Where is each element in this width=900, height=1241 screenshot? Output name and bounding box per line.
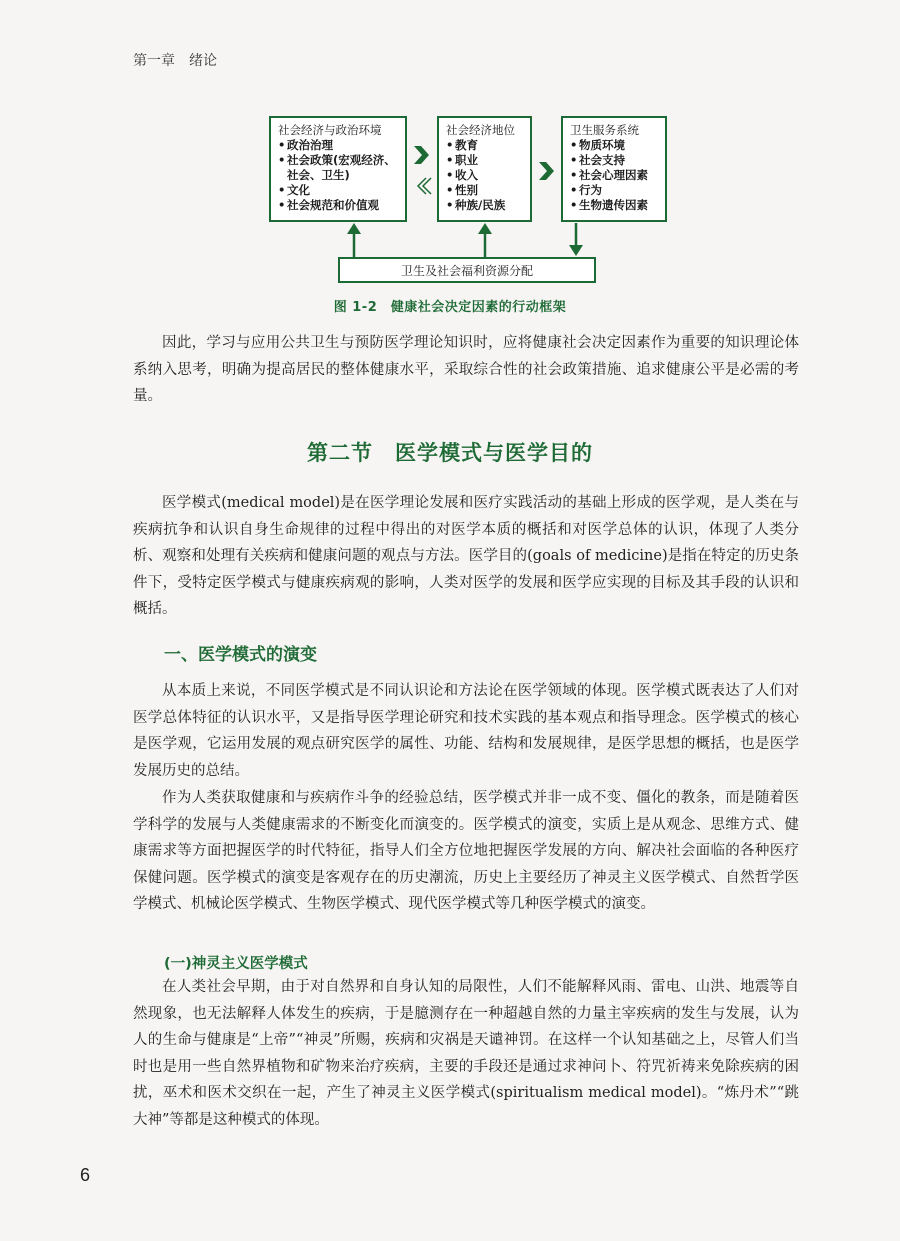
- box-title: 卫生服务系统: [570, 123, 639, 137]
- heading-level-2: (一)神灵主义医学模式: [164, 956, 308, 972]
- arrow-up-icon: [347, 223, 361, 234]
- paragraph: 作为人类获取健康和与疾病作斗争的经验总结，医学模式并非一成不变、僵化的教条，而是随着医学科学的发展与人类健康需求的不断变化而演变的。医学模式的演变，实质上是从观念、思维方式、健康需求等方面把握医学的时代特征，指导人们全方位地把握医学发展的方向、解决社会面临的各种医疗保健问题。医学模式的演变是客观存在的历史潮流，历史上主要经历了神灵主义医学模式、自然哲学医学模式、机械论医学模式、生物医学模式、现代医学模式等几种医学模式的演变。: [133, 790, 799, 912]
- paragraph: 从本质上来说，不同医学模式是不同认识论和方法论在医学领域的体现。医学模式既表达了人们对医学总体特征的认识水平，又是指导医学理论研究和技术实践的基本观点和指导理念。医学模式的核心是医学观，它运用发展的观点研究医学的属性、功能、结构和发展规律，是医学思想的概括，也是医学发展历史的总结。: [133, 683, 799, 779]
- figure-1-2: [0, 0, 900, 330]
- resource-distribution-box: 卫生及社会福利资源分配: [338, 257, 596, 283]
- box-title: 社会经济地位: [446, 123, 515, 137]
- page-number: 6: [80, 1165, 91, 1185]
- box-item: • 社会政策(宏观经济、社会、卫生): [278, 153, 398, 183]
- chevron-right-icon: [414, 146, 429, 164]
- box-item: • 社会规范和价值观: [278, 198, 398, 213]
- box-item: • 职业: [446, 153, 523, 168]
- running-head: 第一章 绪论: [133, 53, 217, 69]
- arrow-down-icon: [569, 245, 583, 256]
- box-item: • 行为: [570, 183, 658, 198]
- health-system-box: [561, 116, 667, 222]
- box-item: • 生物遗传因素: [570, 198, 658, 213]
- section-title: 第二节 医学模式与医学目的: [307, 441, 593, 465]
- box-item: • 物质环境: [570, 138, 658, 153]
- box-item: • 教育: [446, 138, 523, 153]
- arrow-up-icon: [478, 223, 492, 234]
- paragraph: 在人类社会早期，由于对自然界和自身认知的局限性，人们不能解释风雨、雷电、山洪、地震等自然现象，也无法解释人体发生的疾病，于是臆测存在一种超越自然的力量主宰疾病的发生与发展，认为人的生命与健康是“上帝”“神灵”所赐，疾病和灾祸是天谴神罚。在这样一个认知基础之上，尽管人们当时也是用一些自然界植物和矿物来治疗疾病，主要的手段还是通过求神问卜、符咒祈祷来免除疾病的困扰，巫术和医术交织在一起，产生了神灵主义医学模式(spiritualism medical model)。“炼丹术”“跳大神”等都是这种模式的体现。: [133, 979, 799, 1128]
- box-item: • 种族/民族: [446, 198, 523, 213]
- socioeconomic-political-context-box: [269, 116, 407, 222]
- chevron-right-icon: [539, 162, 554, 180]
- box-item: • 政治治理: [278, 138, 398, 153]
- box-item: • 社会支持: [570, 153, 658, 168]
- paragraph: 因此，学习与应用公共卫生与预防医学理论知识时，应将健康社会决定因素作为重要的知识理论体系纳入思考，明确为提高居民的整体健康水平，采取综合性的社会政策措施、追求健康公平是必需的考量。: [133, 335, 799, 404]
- box-item: • 性别: [446, 183, 523, 198]
- figure-caption: 图 1-2 健康社会决定因素的行动框架: [333, 300, 567, 315]
- socioeconomic-position-box: [437, 116, 532, 222]
- paragraph: 医学模式(medical model)是在医学理论发展和医疗实践活动的基础上形成的医学观，是人类在与疾病抗争和认识自身生命规律的过程中得出的对医学本质的概括和对医学总体的认识，体现了人类分析、观察和处理有关疾病和健康问题的观点与方法。医学目的(goals of medicine)是指在特定的历史条件下，受特定医学模式与健康疾病观的影响，人类对医学的发展和医学应实现的目标及其手段的认识和概括。: [133, 495, 799, 617]
- heading-level-1: 一、医学模式的演变: [164, 645, 317, 665]
- box-item: • 收入: [446, 168, 523, 183]
- box-item: • 社会心理因素: [570, 168, 658, 183]
- box-item: • 文化: [278, 183, 398, 198]
- box-title: 社会经济与政治环境: [278, 123, 382, 137]
